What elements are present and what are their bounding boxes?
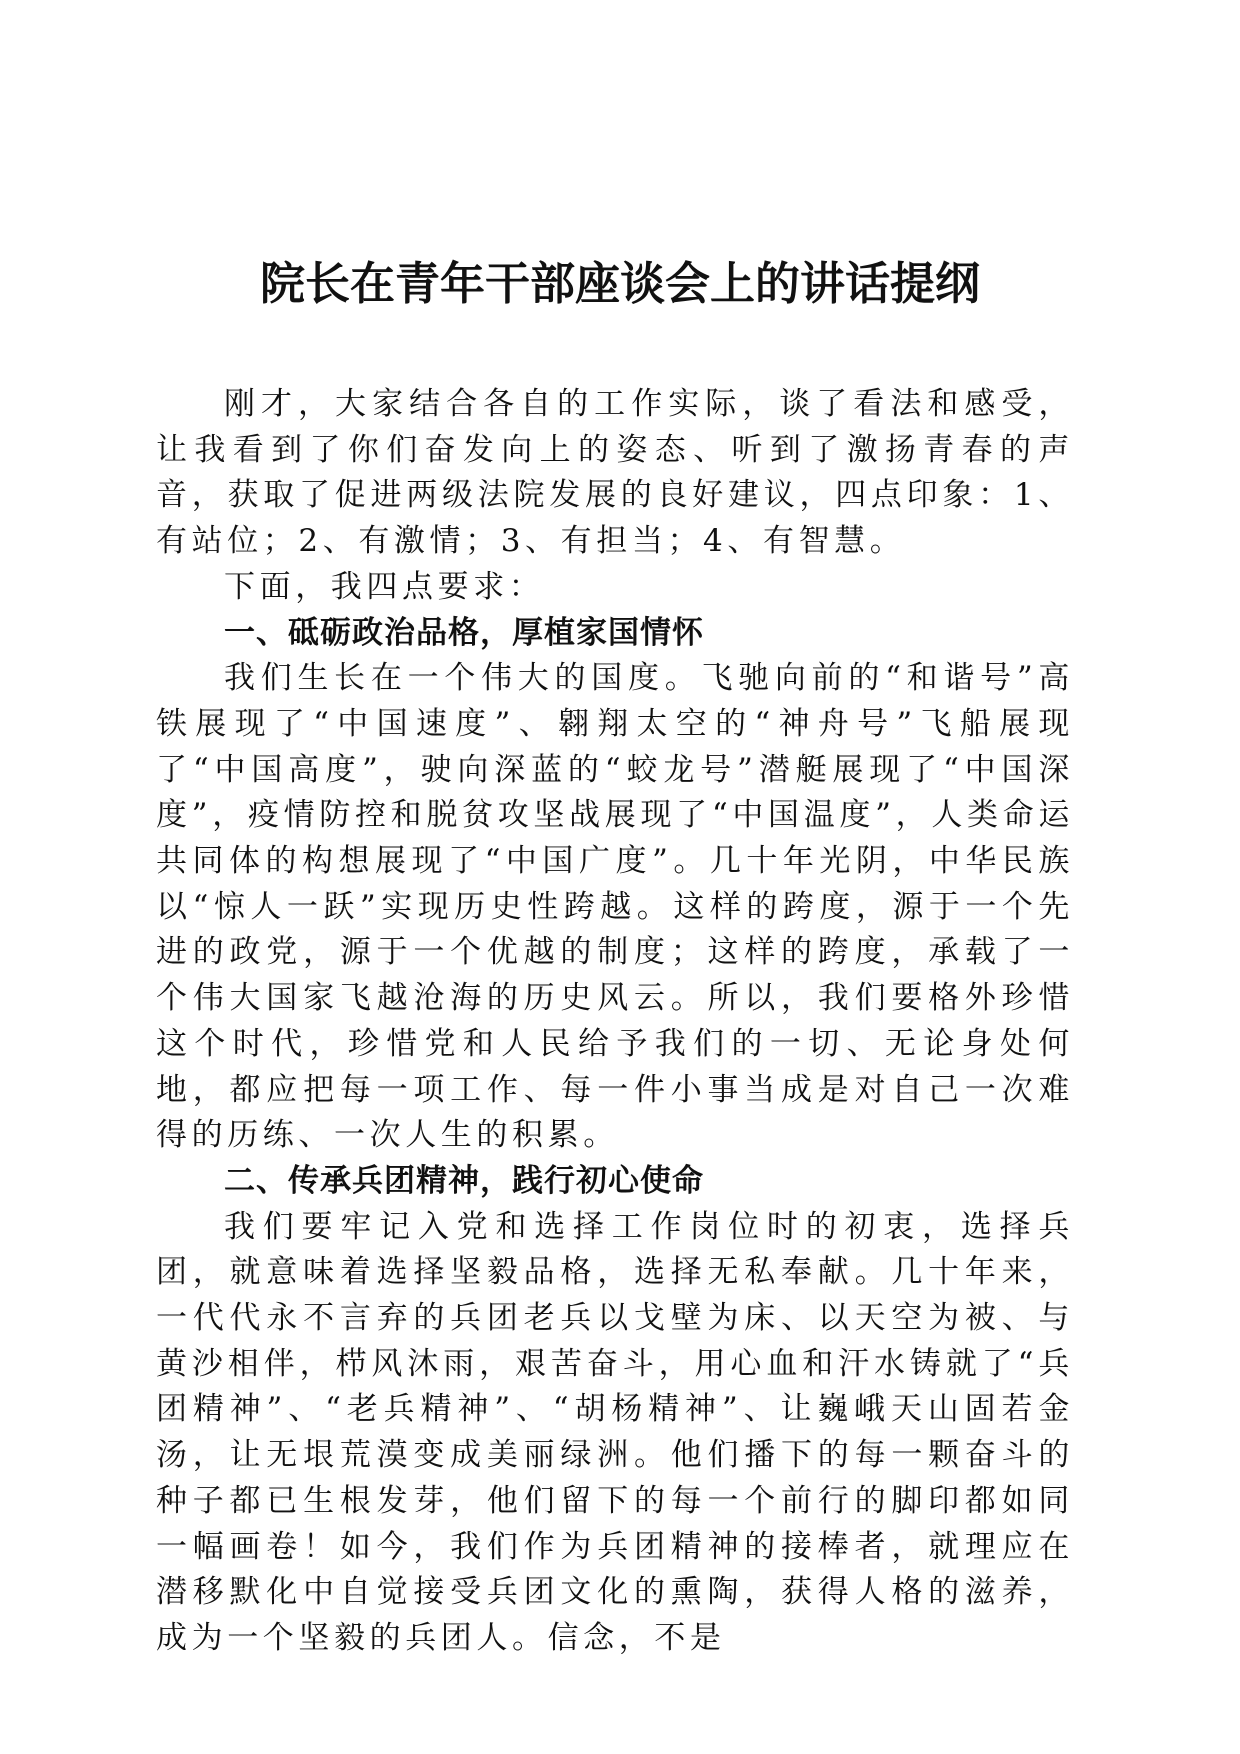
document-title: 院长在青年干部座谈会上的讲话提纲 <box>259 257 980 310</box>
section-one-heading: 一、砥砺政治品格，厚植家国情怀 <box>224 614 704 651</box>
document-body <box>156 382 1074 1662</box>
section-one-paragraph: 我们生长在一个伟大的国度。飞驰向前的“和谐号”高铁展现了“中国速度”、翱翔太空的“神舟号”飞船展现了“中国高度”，驶向深蓝的“蛟龙号”潜艇展现了“中国深度”，疫情防控和脱贫攻坚战展现了“中国温度”，人类命运共同体的构想展现了“中国广度”。几十年光阴，中华民族以“惊人一跃”实现历史性跨越。这样的跨度，源于一个先进的政党，源于一个优越的制度；这样的跨度，承载了一个伟大国家飞越沧海的历史风云。所以，我们要格外珍惜这个时代，珍惜党和人民给予我们的一切、无论身处何地，都应把每一项工作、每一件小事当成是对自己一次难得的历练、一次人生的积累。 <box>156 660 1074 1154</box>
section-two-heading: 二、传承兵团精神，践行初心使命 <box>224 1162 704 1199</box>
requirements-intro-paragraph: 下面，我四点要求： <box>224 568 545 605</box>
intro-paragraph: 刚才，大家结合各自的工作实际，谈了看法和感受，让我看到了你们奋发向上的姿态、听到了激扬青春的声音，获取了促进两级法院发展的良好建议，四点印象：1、有站位；2、有激情；3、有担当；4、有智慧。 <box>156 386 1074 560</box>
section-two-paragraph: 我们要牢记入党和选择工作岗位时的初衷，选择兵团，就意味着选择坚毅品格，选择无私奉献。几十年来，一代代永不言弃的兵团老兵以戈壁为床、以天空为被、与黄沙相伴，栉风沐雨，艰苦奋斗，用心血和汗水铸就了“兵团精神”、“老兵精神”、“胡杨精神”、让巍峨天山固若金汤，让无垠荒漠变成美丽绿洲。他们播下的每一颗奋斗的种子都已生根发芽，他们留下的每一个前行的脚印都如同一幅画卷！如今，我们作为兵团精神的接棒者，就理应在潜移默化中自觉接受兵团文化的熏陶，获得人格的滋养，成为一个坚毅的兵团人。信念，不是 <box>156 1208 1074 1656</box>
